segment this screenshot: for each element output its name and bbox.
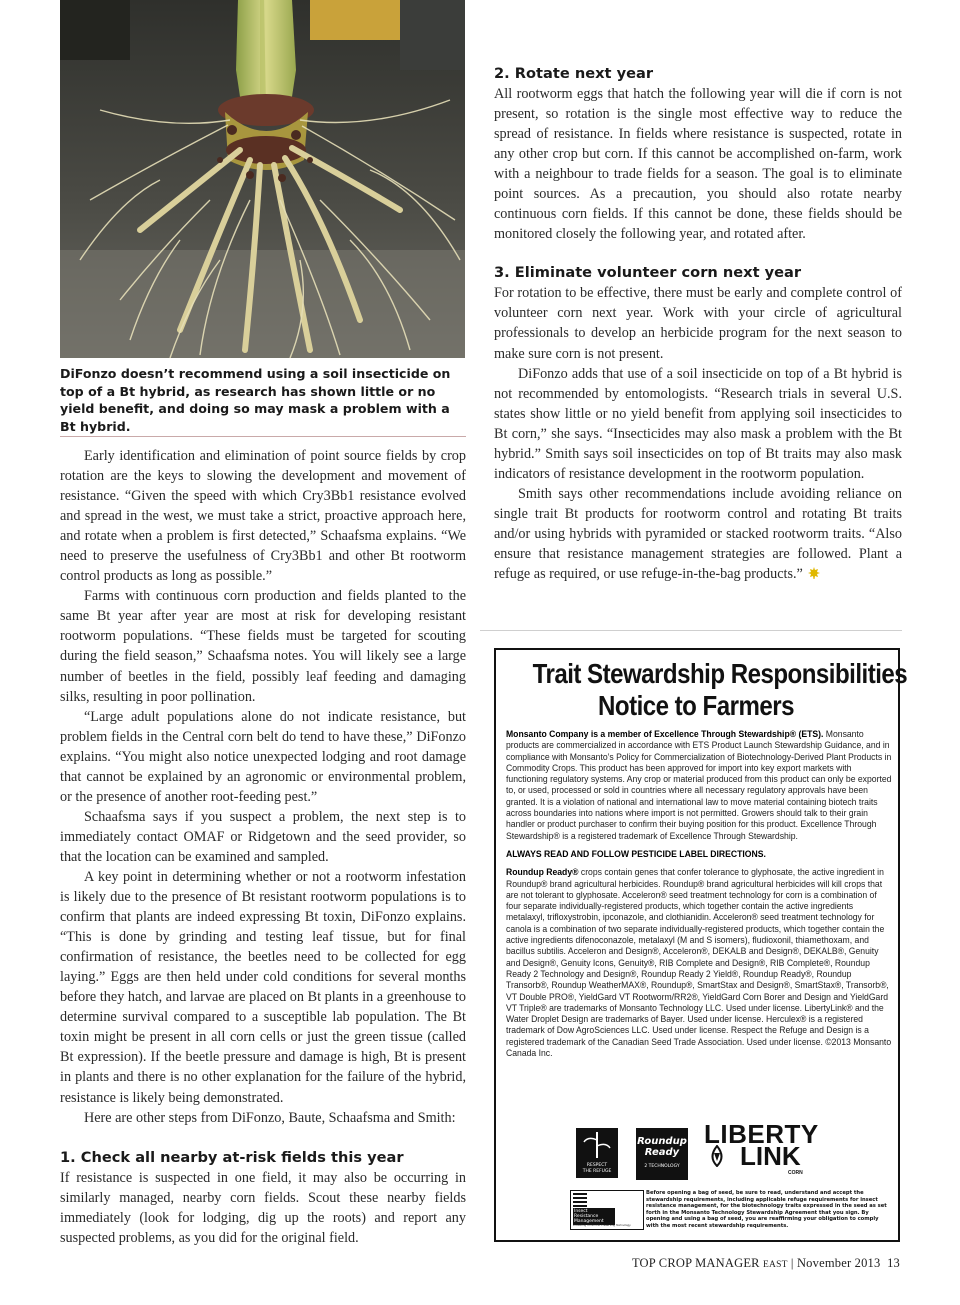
notice-text: crops contain genes that confer tolerance to glyphosate, the active ingredient in Roundup® brand agricultural herbicides. Roundup® brand agricultural herbicides will kill crops that are not tolerant to glyphosate. Acceleron® seed treatment technology for corn is a combination of four separate individually-registered products, which together contain the active ingredients metalaxyl, trifloxystrobin, ipconazole, and clothianidin. Acceleron® seed treatment technology for canola is a combination of two separate individually-registered products, which together contain the active ingredients difenoconazole, metalaxyl (M and S isomers), fludioxonil, thiamethoxam, and bacillus subtilis. Acceleron and Design®, Acceleron®, DEKALB and Design®, DEKALB®, Genuity and Design®, Genuity Icons, Genuity®, RIB Complete and Design®, RIB Complete®, Roundup Ready 2 Technology and Design®, Roundup Ready 2 Yield®, Roundup Ready®, Roundup Transorb®, Roundup WeatherMAX®, Roundup®, SmartStax and Design®, SmartStax®, Transorb®, VT Double PRO®, YieldGard VT Rootworm/RR2®, YieldGard Corn Borer and Design and YieldGard VT Triple® are trademarks of Monsanto Technology LLC. Used under license. LibertyLink® and the Water Droplet Design are trademarks of Bayer. Used under license. Herculex® is a registered trademark of Dow AgroSciences LLC. Used under license. Respect the Refuge and Design is a registered trademark of the Canadian Seed Trade Association. Used under license. ©2013 Monsanto Canada Inc. [506,866,892,1059]
respect-the-refuge-logo [576,1128,618,1178]
corn-root-illustration [60,0,465,358]
irm-logo-text: Insect [574,1209,588,1214]
body-paragraph: Schaafsma says if you suspect a problem, the next step is to immediately contact OMAF or Ridgetown and the seed provider, so that the location can be examined and sampled. [60,808,466,865]
column-divider [480,630,902,631]
notice-lead: Monsanto Company is a member of Excellence Through Stewardship® (ETS). [506,728,824,739]
page-number: 13 [887,1256,900,1270]
label-directions-text: ALWAYS READ AND FOLLOW PESTICIDE LABEL DIRECTIONS. [506,847,766,859]
maple-leaf-end-icon [808,567,820,579]
roundup-logo-text: Roundup [637,1136,687,1147]
section-paragraph: If resistance is suspected in one field, it may also be occurring in similarly managed, nearby corn fields. Scout these nearby fields immediately (look for lodging, dig up the roots) and report any suspected problems, as you did for the original field. [60,1169,466,1246]
closing-paragraph-text: Smith says other recommendations include avoiding reliance on single trait Bt products for rootworm control and rotating Bt traits and/or using hybrids with pyramided or stacked rootworm traits. “Also ensure that resistance management strategies are followed. Plant a refuge as required, or use refuge-in-the-bag products.” [494,485,902,583]
right-column-top [494,64,902,584]
roundup-logo-subtext: 2 TECHNOLOGY [644,1164,680,1169]
notice-paragraph [506,728,892,841]
water-droplet-icon [704,1145,730,1167]
photo-caption: DiFonzo doesn’t recommend using a soil insecticide on top of a Bt hybrid, as research has shown little or no yield benefit, and doing so may mask a problem with a Bt hybrid. [60,366,451,434]
flag-icon [573,1193,587,1207]
liberty-logo-text: LINK [740,1141,801,1171]
section-paragraph: All rootworm eggs that hatch the following year will die if corn is not present, so rotation is the single most effective way to reduce the spread of resistance. In fields where resistance is suspected, rotate in any other crop but corn. If this cannot be accomplished on-farm, work with a neighbour to trade fields for a season. The goal is to eliminate point sources. As a precaution, you should also rotate nearby continuous corn fields. If this cannot be done, these fields should be monitored closely the following year, and rotated after. [494,86,902,243]
label-directions [506,848,892,859]
section-heading: 2. Rotate next year [494,65,654,82]
corn-plant-icon [576,1128,618,1160]
notice-title: Trait Stewardship Responsibilities [532,658,908,689]
body-paragraph: Here are other steps from DiFonzo, Baute, Schaafsma and Smith: [84,1109,456,1126]
notice-subtitle: Notice to Farmers [598,690,794,721]
liberty-logo-subtext: CORN [788,1170,803,1176]
page-footer [632,1256,900,1271]
refuge-logo-text: RESPECT [586,1163,608,1168]
section-heading: 3. Eliminate volunteer corn next year [494,264,802,282]
issue-date: November 2013 [796,1256,881,1270]
left-column [60,446,466,1248]
roundup-ready-logo [636,1128,688,1180]
libertylink-logo [704,1119,819,1182]
section-paragraph: DiFonzo adds that use of a soil insecticide on top of a Bt hybrid is not recommended by entomologists. “Research trials in several U.S. states show little or no yield benefit from applying soil insecticides to Bt corn,” she says. “Insecticides may also mask a problem with the Bt hybrid.” Smith says soil insecticides on top of Bt traits may also mask indicators of resistance development in the rootworm population. [494,365,902,482]
notice-paragraph [506,866,892,1058]
body-paragraph: Early identification and elimination of point source fields by crop rotation are the keys to slowing the development and movement of resistance. “Given the speed with which Cry3Bb1 resistance evolved and spread in the west, we must take a strict, proactive approach here, and rotate when a problem is first detected,” Schaafsma explains. “We need to preserve the usefulness of Cry3Bb1 and other Bt rootworm control products as long as possible.” [60,448,466,585]
magazine-name: TOP CROP MANAGER [631,1256,760,1270]
logo-strip [573,1119,896,1240]
refuge-logo-text: THE REFUGE [582,1169,612,1174]
body-paragraph: Farms with continuous corn production and fields planted to the same Bt year after year are most at risk for developing resistant rootworm populations. “These fields must be targeted for scouting during the field season,” Schaafsma notes. You will likely see a large number of beetles in the field, possibly leaf feeding and damaging silks, resulting in poor pollination. [60,588,466,705]
irm-logo-text: Management [574,1219,604,1224]
caption-divider [60,436,466,437]
liberty-logo-text: LIBERTY [704,1119,819,1149]
footer-separator: | [790,1256,794,1270]
corn-root-photo [60,0,465,358]
section-paragraph: For rotation to be effective, there must be early and complete control of volunteer corn next year. Work with your circle of agricultural professionals to develop an herbicide program for the next season to make sure corn is not present. [494,285,902,362]
bag-notice: Before opening a bag of seed, be sure to read, understand and accept the stewardship requirements, including applicable refuge requirements for insect resistance management, for the biotechnology traits expressed in the seed as set forth in the Monsanto Technology Stewardship Agreement that you sign. By opening and using a bag of seed, you are reaffirming your obligation to comply with the most recent stewardship requirements. [646,1190,887,1229]
section-paragraph [494,484,902,584]
irm-logo-text: Resistance [574,1214,599,1219]
body-paragraph: “Large adult populations alone do not indicate resistance, but problem fields in the Central corn belt do tend to have these,” DiFonzo explains. “You might also notice unexpected lodging and root damage that cannot be explained by an agronomic or environmental problem, or the presence of another root-feeding pest.” [60,708,466,805]
insect-resistance-management-logo [570,1190,644,1230]
section-heading: 1. Check all nearby at-risk fields this year [60,1148,404,1166]
magazine-edition: EAST [763,1260,788,1270]
stewardship-notice [494,648,908,1242]
notice-lead: Roundup Ready® [506,866,579,878]
notice-text: Monsanto products are commercialized in accordance with ETS Product Launch Stewardship Guidance, and in compliance with Monsanto’s Policy for Commercialization of Biotechnology-Derived Plant Products in Commodity Crops. This product has been approved for import into key export markets with functioning regulatory systems. Any crop or material produced from this product can only be exported to, or used, processed or sold in countries where all necessary regulatory approvals have been granted. It is a violation of national and international law to move material containing biotech traits across boundaries into nations where import is not permitted. Growers should talk to their grain handler or product purchaser to confirm their buying position for this product. Excellence Through Stewardship® is a registered trademark of Excellence Through Stewardship. [506,728,892,841]
roundup-logo-text: Ready [644,1147,680,1158]
body-paragraph: A key point in determining whether or not a rootworm infestation is likely due to the presence of Bt resistant rootworm populations is to confirm that plants are indeed expressing Bt toxin, DiFonzo explains. “This is done by grinding and testing leaf tissue, but for final confirmation of resistance, the beetles need to be collected for egg laying.” Eggs are then held under cold conditions for several months before they hatch, and larvae are placed on Bt plants in a greenhouse to determine survival compared to a susceptible lab population. The Bt toxin might be present in all corn cells or just the green tissue (called Bt expression). If the beetle pressure and damage is high, Bt is present in plants and there is no other explanation for the failure of the hybrid, resistance is likely being demonstrated. [60,868,466,1106]
irm-logo-tagline: Protecting Tomorrow. Preserving Technology. [573,1224,632,1227]
